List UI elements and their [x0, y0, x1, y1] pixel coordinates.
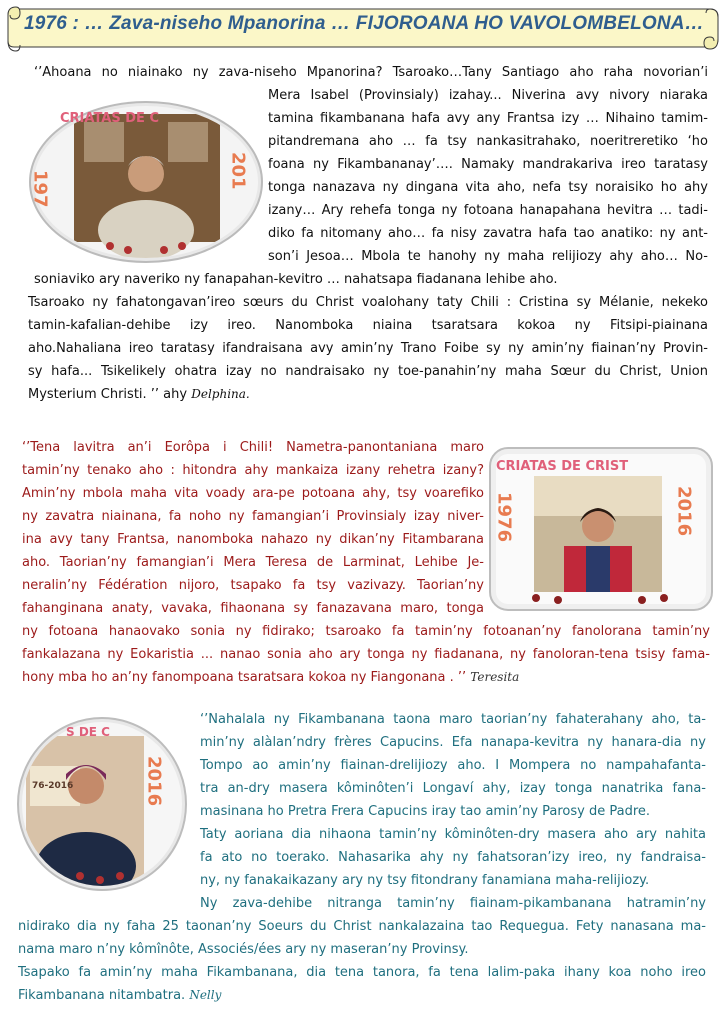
text-line-with-signature — [22, 666, 710, 689]
text-line: pitandremana aho … fa tsy nankasitrahako, noeritreretiko ‘ho — [268, 134, 708, 149]
text-line: Taty aoriana dia nihaona tamin’ny kôminôten-dry masera aho ary nahita — [200, 827, 706, 842]
photo2-banner-text: CRIATAS DE CRIST — [496, 459, 629, 474]
text-line: fankalazana ny Eokaristia ... nanao sonia aho ary tonga ny fiadanana, ny fanoloran-tena tsisy fama- — [22, 647, 710, 662]
text-line: tamin’ny tenako aho : hitondra ahy mankaiza izany rehetra izany? — [22, 463, 484, 478]
photo3-wall-text: 76-2016 — [32, 781, 74, 791]
text-line: sy hafa... Tsikelikely ohatra izay no nandraisako ny toe-panahin’ny maha Sœur du Christ, Union — [28, 364, 708, 379]
text-line: ‘’Nahalala ny Fikambanana taona maro taorian’ny fahaterahany aho, ta- — [200, 712, 706, 727]
text-line: tra an-dry masera kôminôten’i Longaví ahy, izay tonga nanatrika fana- — [200, 781, 706, 796]
photo1-year-right: 201 — [227, 152, 249, 190]
text-line: ‘’Tena lavitra an’i Eorôpa i Chili! Nametra-panontaniana maro — [22, 440, 484, 455]
text-line: tamina fikambanana hafa avy any Frantsa izy … Nihaino tamim- — [268, 111, 708, 126]
photo1-year-left: 197 — [29, 170, 51, 208]
text-line: diko fa nitomany aho… fa nisy zavatra hafa tao anatiko: ny ant- — [268, 226, 708, 241]
text-line: Mera Isabel (Provinsialy) izahay... Niverina avy nivory niaraka — [268, 88, 708, 103]
text-line: Amin’ny mbola maha vita voady ara-pe potoana ahy, tsy voarefiko — [22, 486, 484, 501]
text-line: ny fotoana hanaovako sonia ny fidirako; tsaroako fa tamin’ny fotoanan’ny fanolorana tamin’ny — [22, 624, 710, 639]
text-line: foana ny Fikambananay’…. Namaky mandrakariva ireo taratasy — [268, 157, 708, 172]
text-line: izany… Ary rehefa tonga ny fotoana hanapahana hevitra … tadi- — [268, 203, 708, 218]
signature-teresita: Teresita — [470, 670, 520, 684]
testimony-nelly — [18, 708, 706, 1007]
text-line: ‘’Ahoana no niainako ny zava-niseho Mpanorina? Tsaroako…Tany Santiago aho raha novorian’i — [34, 65, 708, 80]
photo1-banner-text: CRIATAS DE C — [60, 111, 159, 126]
text-line: aho.Nahaliana ireo taratasy ifandraisana avy amin’ny Trano Foibe sy ny amin’ny fiainan’ny Provin- — [28, 341, 708, 356]
text-line: aho. Taorian’ny famangian’i Mera Teresa de Larminat, Lehibe Je- — [22, 555, 484, 570]
signature-delphina: Delphina. — [191, 387, 250, 401]
photo2-year-left: 1976 — [493, 492, 515, 543]
text-line: fa ato no toerako. Nahasarika ahy ny fahatsoran’izy ireo, ny fandraisa- — [200, 850, 706, 865]
text-line: son’i Jesoa… Mbola te hanohy ny maha relijiozy ahy aho… No- — [268, 249, 708, 264]
text-line-with-signature — [18, 984, 706, 1007]
text-line: Ny zava-dehibe nitranga tamin’ny fiainam-pikambanana hatramin’ny — [200, 896, 706, 911]
text-line: soniaviko ary naveriko ny fanapahan-kevitro … nahatsapa fiadanana lehibe aho. — [34, 272, 558, 287]
text-line: tamin-kafalian-dehibe izy ireo. Nanomboka niaina tsaratsara kokoa ny Fitsipi-piainana — [28, 318, 708, 333]
text-line: Tompo ao amin’ny fiainan-drelijiozy aho. I Mompera no nampahafanta- — [200, 758, 706, 773]
text-line: ny, ny fanakaikazany ary ny tsy fitondrany fanamiana maha-relijiozy. — [200, 873, 650, 888]
photo3-year-right: 2016 — [143, 756, 165, 807]
signature-nelly: Nelly — [189, 988, 222, 1002]
title-banner — [6, 3, 722, 53]
text-line: tonga nanazava ny dingana vita aho, nefa tsy noraisiko ho ahy — [268, 180, 708, 195]
photo2-year-right: 2016 — [673, 486, 695, 537]
text-line: Fikambanana nitambatra. — [18, 988, 190, 1003]
text-line: ny zavatra niainana, fa noho ny famangian’i Provinsialy izay niver- — [22, 509, 484, 524]
text-line: Tsapako fa amin’ny maha Fikambanana, dia tena tanora, fa tena lalim-paka ihany koa noho ireo — [18, 965, 706, 980]
photo3-banner-text: S DE C — [66, 725, 110, 739]
text-line: ina avy tany Frantsa, nanomboka nahazo ny dikan’ny Fitambarana — [22, 532, 484, 547]
text-line: Tsaroako ny fahatongavan’ireo sœurs du Christ voalohany taty Chili : Cristina sy Mélanie, nekeko — [28, 295, 708, 310]
text-line: min’ny alàlan’ndry frères Capucins. Efa nanapa-kevitra ny hanara-dia ny — [200, 735, 706, 750]
text-line: Mysterium Christi. ’’ ahy — [28, 387, 192, 402]
text-line: hony mba ho an’ny fanompoana tsaratsara kokoa ny Fiangonana . ’’ — [22, 670, 471, 685]
text-line: neralin’ny Fédération nijoro, tsapako fa tsy vazivazy. Taorian’ny — [22, 578, 484, 593]
text-line: nidirako dia ny faha 25 taonan’ny Soeurs du Christ nankalazaina tao Requegua. Fety nanasana ma- — [18, 919, 706, 934]
testimony-teresita — [22, 436, 710, 689]
text-line-with-signature — [28, 383, 708, 406]
text-line: nama maro n’ny kômînôte, Associés/ées ary ny maseran’ny Provinsy. — [18, 942, 469, 957]
testimony-delphina — [28, 61, 708, 406]
text-line: fahanginana anaty, vavaka, fihaonana sy fanazavana maro, tonga — [22, 601, 484, 616]
page-title: 1976 : … Zava-niseho Mpanorina … FIJOROANA HO VAVOLOMBELONA… — [24, 13, 704, 34]
text-line: masinana ho Pretra Frera Capucins iray tao amin’ny Parosy de Padre. — [200, 804, 651, 819]
